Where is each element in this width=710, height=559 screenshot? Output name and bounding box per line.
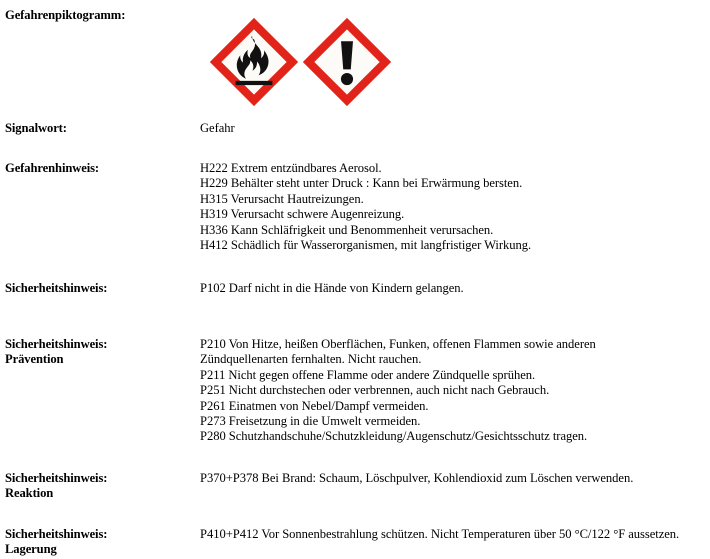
label-text-secondary: Lagerung [5, 542, 57, 557]
p-statement: P251 Nicht durchstechen oder verbrennen, auch nicht nach Gebrauch. [200, 383, 550, 398]
signal-word-value: Gefahr [200, 121, 235, 135]
label-text: Gefahrenpiktogramm: [5, 8, 126, 22]
label-sicherheitshinweis [5, 281, 195, 296]
label-text: Signalwort: [5, 121, 67, 135]
label-text-secondary: Reaktion [5, 486, 54, 501]
label-text: Gefahrenhinweis: [5, 161, 100, 175]
p-statement: P280 Schutzhandschuhe/Schutzkleidung/Augenschutz/Gesichtsschutz tragen. [200, 429, 588, 444]
label-text: Sicherheitshinweis: [5, 471, 108, 485]
p-statement: P211 Nicht gegen offene Flamme oder andere Zündquelle sprühen. [200, 367, 536, 382]
h-statement: H319 Verursacht schwere Augenreizung. [200, 207, 405, 222]
p-statement: P273 Freisetzung in die Umwelt vermeiden. [200, 414, 421, 429]
label-text-secondary: Prävention [5, 352, 64, 367]
value-signalwort [200, 121, 708, 136]
pictogram-group [200, 8, 600, 118]
label-signalwort [5, 121, 195, 136]
label-gefahrenpiktogramm [5, 8, 195, 23]
p-statement: P210 Von Hitze, heißen Oberflächen, Funken, offenen Flammen sowie anderen Zündquellenarten fernhalten. Nicht rauchen. [200, 337, 596, 367]
label-sicherheitshinweis-praevention [5, 337, 195, 368]
value-sicherheitshinweis-reaktion [200, 471, 708, 486]
h-statement: H315 Verursacht Hautreizungen. [200, 191, 364, 206]
h-statement: H222 Extrem entzündbares Aerosol. [200, 161, 382, 175]
value-sicherheitshinweis-lagerung [200, 527, 708, 542]
label-sicherheitshinweis-reaktion [5, 471, 195, 502]
value-sicherheitshinweis [200, 281, 708, 296]
flame-pictogram [208, 16, 300, 108]
h-statement: H229 Behälter steht unter Druck : Kann bei Erwärmung bersten. [200, 176, 523, 191]
h-statement: H336 Kann Schläfrigkeit und Benommenheit verursachen. [200, 222, 494, 237]
label-text: Sicherheitshinweis: [5, 281, 108, 295]
h-statement: H412 Schädlich für Wasserorganismen, mit langfristiger Wirkung. [200, 238, 532, 253]
value-gefahrenhinweis [200, 161, 708, 253]
value-sicherheitshinweis-praevention [200, 337, 708, 445]
label-gefahrenhinweis [5, 161, 195, 176]
p-statement: P410+P412 Vor Sonnenbestrahlung schützen. Nicht Temperaturen über 50 °C/122 °F aussetzen. [200, 527, 680, 541]
label-text: Sicherheitshinweis: [5, 527, 108, 541]
label-sicherheitshinweis-lagerung [5, 527, 195, 558]
p-statement: P102 Darf nicht in die Hände von Kindern gelangen. [200, 281, 464, 295]
label-text: Sicherheitshinweis: [5, 337, 108, 351]
p-statement: P261 Einatmen von Nebel/Dampf vermeiden. [200, 398, 429, 413]
exclamation-mark-pictogram [301, 16, 393, 108]
p-statement: P370+P378 Bei Brand: Schaum, Löschpulver, Kohlendioxid zum Löschen verwenden. [200, 471, 634, 485]
